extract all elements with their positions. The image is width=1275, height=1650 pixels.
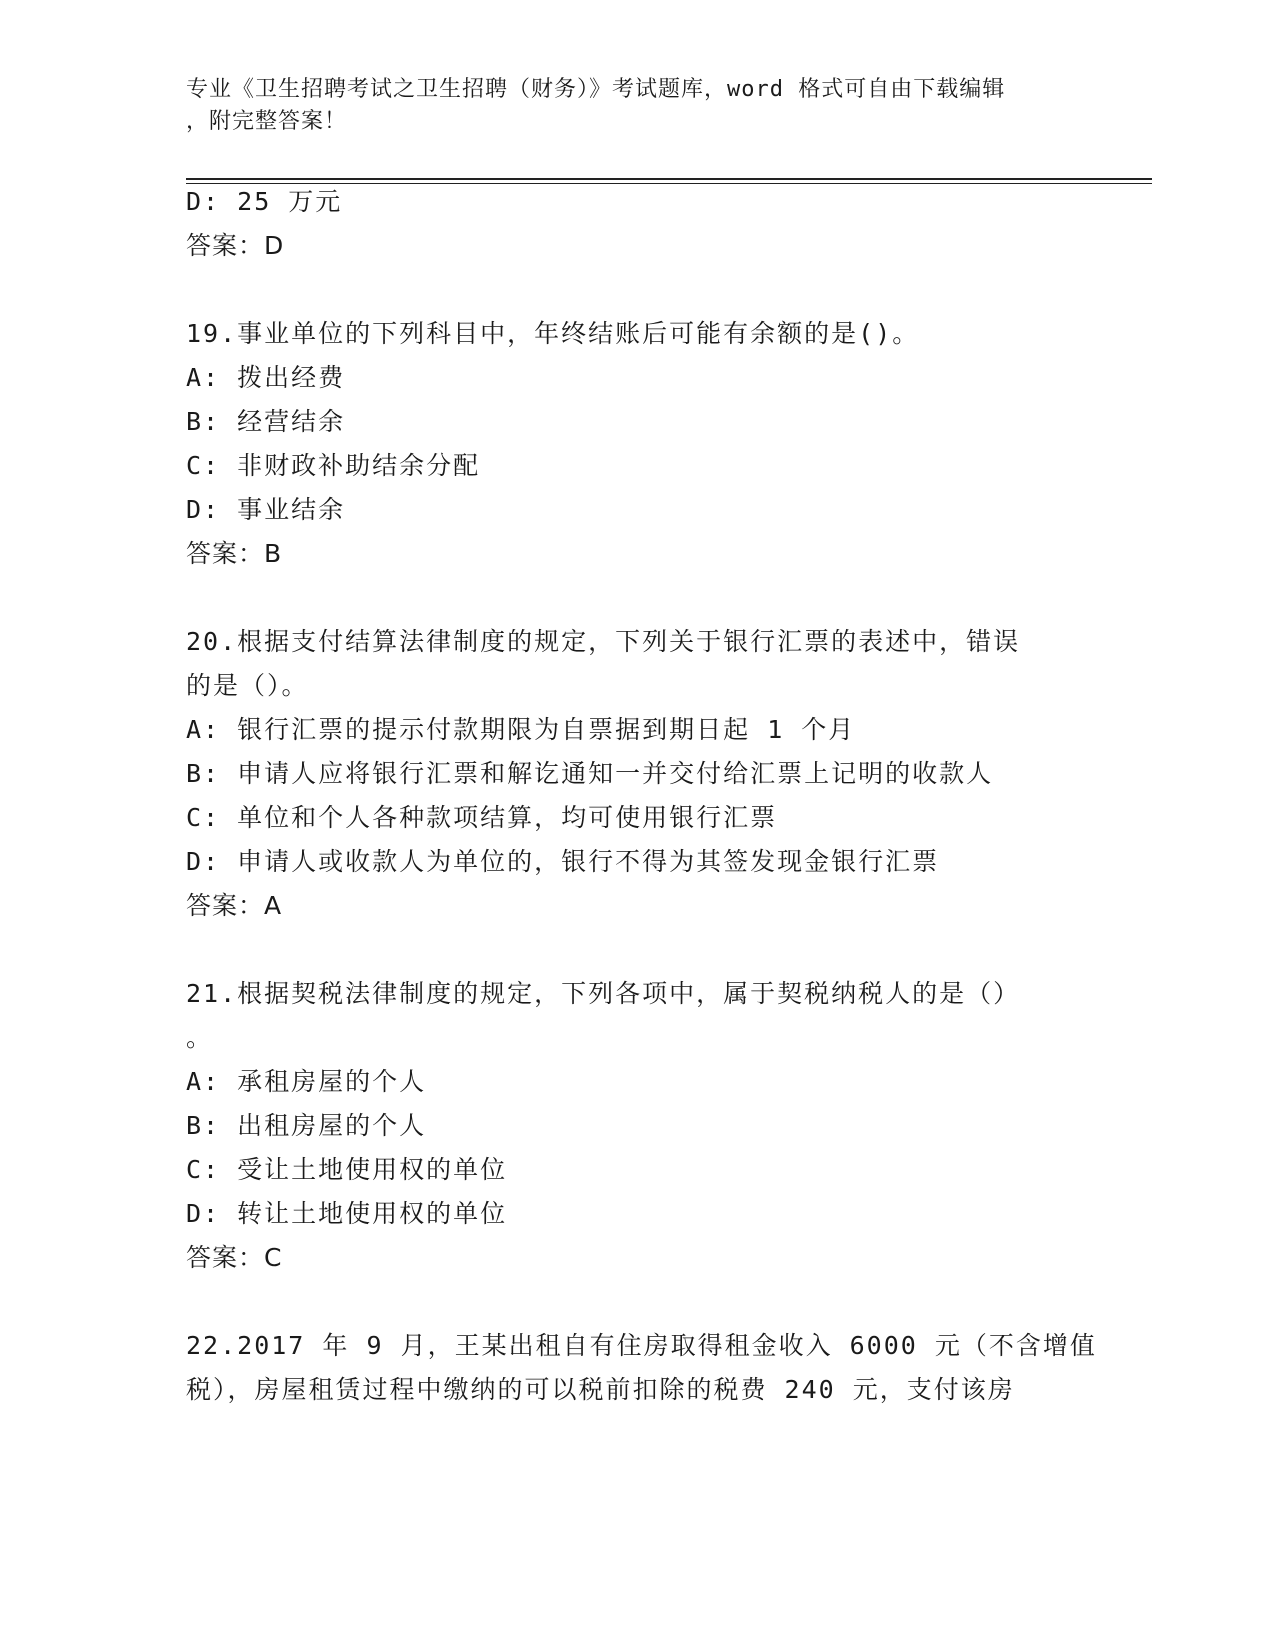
q19-answer: 答案：B xyxy=(186,539,283,568)
document-header xyxy=(186,74,1086,138)
q20-option-c: C: 单位和个人各种款项结算，均可使用银行汇票 xyxy=(186,803,778,832)
q19-option-a: A: 拨出经费 xyxy=(186,363,346,392)
header-divider-thin xyxy=(186,183,1152,184)
header-line-1: 专业《卫生招聘考试之卫生招聘（财务）》考试题库，word 格式可自由下载编辑 xyxy=(186,77,1006,102)
q21-stem-line-2: 。 xyxy=(186,1023,214,1052)
q21-option-a: A: 承租房屋的个人 xyxy=(186,1067,427,1096)
header-line-2: ，附完整答案！ xyxy=(186,109,348,134)
q20-option-b: B: 申请人应将银行汇票和解讫通知一并交付给汇票上记明的收款人 xyxy=(186,759,994,788)
q20-stem-line-1: 20.根据支付结算法律制度的规定，下列关于银行汇票的表述中，错误 xyxy=(186,627,1021,656)
q19-stem: 19.事业单位的下列科目中，年终结账后可能有余额的是()。 xyxy=(186,319,920,348)
q19-option-d: D: 事业结余 xyxy=(186,495,346,524)
q21-option-c: C: 受让土地使用权的单位 xyxy=(186,1155,508,1184)
header-divider-thick xyxy=(186,178,1152,180)
q18-answer: 答案：D xyxy=(186,231,285,260)
q19-option-c: C: 非财政补助结余分配 xyxy=(186,451,481,480)
q21-option-d: D: 转让土地使用权的单位 xyxy=(186,1199,508,1228)
q22-stem-line-1: 22.2017 年 9 月，王某出租自有住房取得租金收入 6000 元（不含增值 xyxy=(186,1331,1097,1360)
q21-answer: 答案：C xyxy=(186,1243,283,1272)
q20-option-a: A: 银行汇票的提示付款期限为自票据到期日起 1 个月 xyxy=(186,715,856,744)
q20-option-d: D: 申请人或收款人为单位的，银行不得为其签发现金银行汇票 xyxy=(186,847,940,876)
q22-stem-line-2: 税），房屋租赁过程中缴纳的可以税前扣除的税费 240 元，支付该房 xyxy=(186,1375,1015,1404)
q20-stem-line-2: 的是（）。 xyxy=(186,671,309,700)
q21-option-b: B: 出租房屋的个人 xyxy=(186,1111,427,1140)
q19-option-b: B: 经营结余 xyxy=(186,407,346,436)
q21-stem-line-1: 21.根据契税法律制度的规定，下列各项中，属于契税纳税人的是（） xyxy=(186,979,1021,1008)
q18-option-d: D: 25 万元 xyxy=(186,187,343,216)
q20-answer: 答案：A xyxy=(186,891,283,920)
